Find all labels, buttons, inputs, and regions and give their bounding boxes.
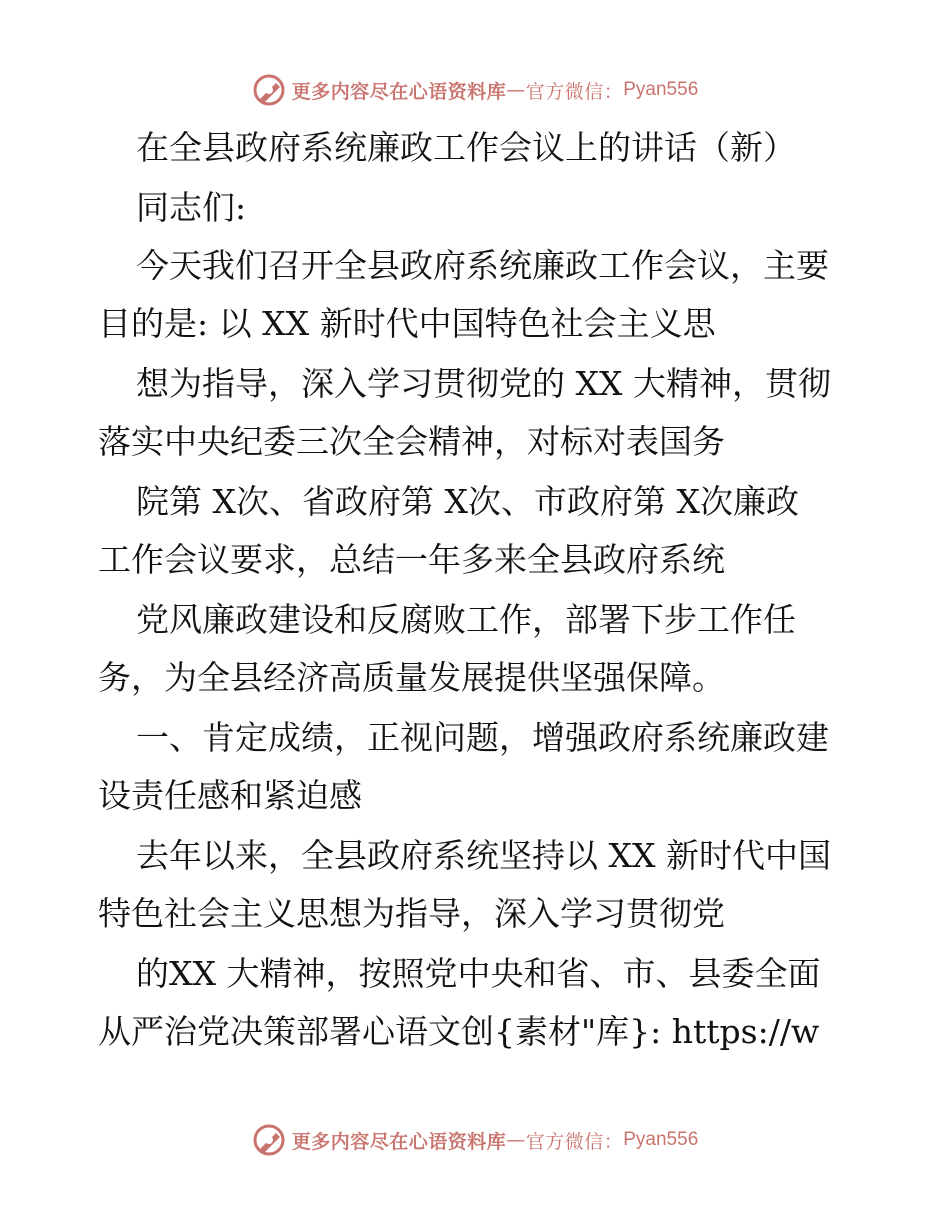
pen-logo-icon bbox=[252, 73, 286, 107]
paragraph-line: 去年以来，全县政府系统坚持以 XX 新时代中国 bbox=[136, 836, 831, 875]
paragraph-line: 目的是: 以 XX 新时代中国特色社会主义思 bbox=[98, 304, 716, 343]
paragraph-line: 务，为全县经济高质量发展提供坚强保障。 bbox=[98, 658, 725, 697]
pen-logo-icon bbox=[252, 1123, 286, 1157]
paragraph-line: 想为指导，深入学习贯彻党的 XX 大精神，贯彻 bbox=[136, 364, 831, 403]
section-heading: 设责任感和紧迫感 bbox=[98, 776, 362, 815]
section-heading: 一、肯定成绩，正视问题，增强政府系统廉政建 bbox=[136, 718, 829, 757]
salutation: 同志们: bbox=[136, 188, 247, 227]
banner-wechat-id: Pyan556 bbox=[623, 1129, 699, 1150]
banner-title: 更多内容尽在心语资料库 bbox=[291, 1130, 507, 1153]
banner-title: 更多内容尽在心语资料库 bbox=[291, 80, 507, 103]
banner-dash: — bbox=[506, 1129, 526, 1151]
paragraph-line: 的XX 大精神，按照党中央和省、市、县委全面 bbox=[136, 954, 821, 993]
paragraph-line: 今天我们召开全县政府系统廉政工作会议，主要 bbox=[136, 246, 829, 285]
banner-wechat-id: Pyan556 bbox=[623, 79, 699, 100]
footer-watermark-banner bbox=[0, 1120, 950, 1160]
paragraph-line: 特色社会主义思想为指导，深入学习贯彻党 bbox=[98, 894, 725, 933]
banner-wechat-label: 官方微信： bbox=[525, 1130, 624, 1153]
banner-dash: — bbox=[506, 79, 526, 101]
paragraph-line: 院第 X次、省政府第 X次、市政府第 X次廉政 bbox=[136, 482, 799, 521]
paragraph-line: 落实中央纪委三次全会精神，对标对表国务 bbox=[98, 422, 725, 461]
document-title: 在全县政府系统廉政工作会议上的讲话（新） bbox=[136, 128, 796, 167]
paragraph-line: 从严治党决策部署心语文创{素材"库}: https://w bbox=[98, 1012, 820, 1051]
header-watermark-banner bbox=[0, 70, 950, 110]
paragraph-line: 党风廉政建设和反腐败工作，部署下步工作任 bbox=[136, 600, 796, 639]
banner-wechat-label: 官方微信： bbox=[525, 80, 624, 103]
paragraph-line: 工作会议要求，总结一年多来全县政府系统 bbox=[98, 540, 725, 579]
